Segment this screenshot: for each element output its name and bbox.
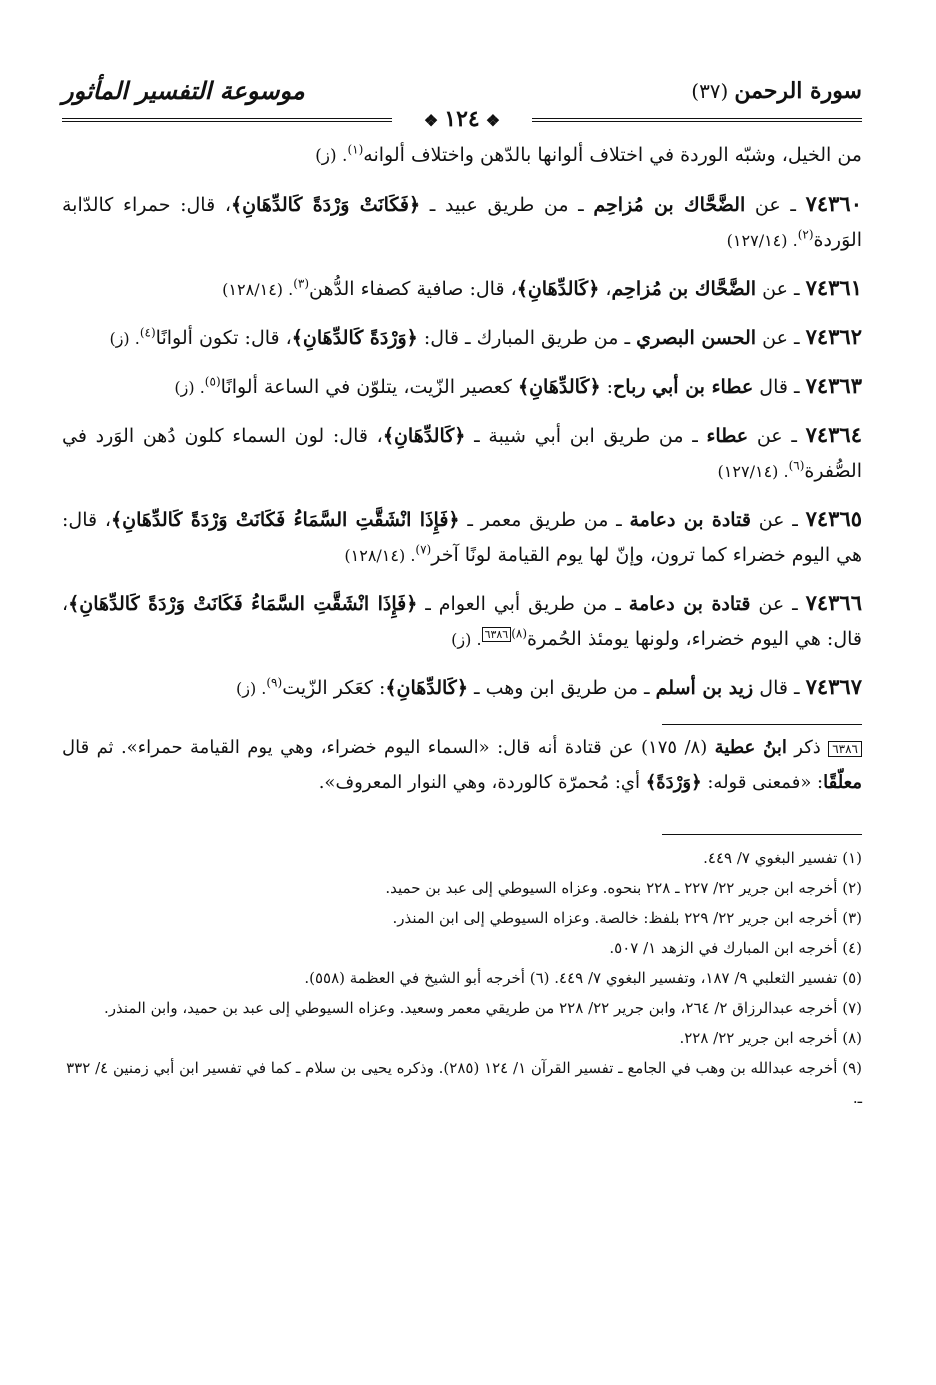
- quran-quote: ﴿كَالدِّهَانِ﴾: [385, 677, 468, 699]
- quran-quote: ﴿وَرْدَةً كَالدِّهَانِ﴾: [291, 327, 418, 349]
- footnote-3: (٣) أخرجه ابن جرير ٢٢/ ٢٢٩ بلفظ: خالصة. وعزاه السيوطي إلى ابن المنذر.: [392, 909, 862, 927]
- volume-reference: . (ز): [451, 630, 482, 649]
- commentary-box-ref: ٦٣٨٦: [482, 627, 512, 642]
- entry-74363: ٧٤٣٦٣ ـ قال عطاء بن أبي رباح: ﴿كَالدِّهَانِ﴾ كعصير الزّيت، يتلوّن في الساعة ألوانًا$^{(٥)}$. (ز): [174, 373, 862, 398]
- quran-quote: ﴿فَإِذَا انْشَقَّتِ السَّمَاءُ فَكَانَتْ وَرْدَةً كَالدِّهَانِ﴾: [110, 509, 460, 531]
- surah-title: [691, 78, 862, 104]
- header-rule: [62, 106, 862, 132]
- footnote-marker: (١): [347, 142, 364, 157]
- entry-74364: ٧٤٣٦٤ ـ عن عطاء ـ من طريق ابن أبي شيبة ـ ﴿كَالدِّهَانِ﴾، قال: لون السماء كلون دُهن الوَرد في الصُّفرة$^{(٦)}$. (١٢٧/١٤): [62, 422, 862, 482]
- footnotes: [62, 843, 862, 1113]
- commentary-separator: [662, 724, 862, 725]
- scholar-name: ابنُ عطية: [714, 737, 787, 758]
- surah-number: (٣٧): [691, 79, 729, 103]
- quran-quote: ﴿كَالدِّهَانِ﴾: [517, 376, 601, 398]
- footnote-2: (٢) أخرجه ابن جرير ٢٢/ ٢٢٧ ـ ٢٢٨ بنحوه. وعزاه السيوطي إلى عبد بن حميد.: [385, 879, 862, 897]
- volume-reference: . (١٢٨/١٤): [344, 546, 416, 565]
- footnote-marker: (٢): [797, 227, 814, 242]
- quran-quote: ﴿فَكَانَتْ وَرْدَةً كَالدِّهَانِ﴾: [230, 194, 421, 216]
- volume-reference: . (١٢٨/١٤): [222, 280, 294, 299]
- quran-quote: ﴿كَالدِّهَانِ﴾: [516, 278, 600, 300]
- commentary-note: ٦٣٨٦ ذكر ابنُ عطية (٨/ ١٧٥) عن قتادة أنه قال: «السماء اليوم خضراء، وهي يوم القيامة حمراء». ثم قال معلّقًا: «فمعنى قوله: ﴿وَرْدَةً﴾ أي: مُحمرّة كالوردة، وهي النوار المعروف».: [62, 737, 862, 793]
- entry-number: ٧٤٣٦٦: [805, 590, 862, 615]
- volume-reference: . (١٢٧/١٤): [726, 231, 798, 250]
- entry-number: ٧٤٣٦٤: [805, 422, 862, 447]
- narrator-name: الضَّحَّاك بن مُزاحِم: [593, 194, 746, 216]
- entry-number: ٧٤٣٦٣: [805, 373, 862, 398]
- narrator-name: الحسن البصري: [636, 327, 757, 349]
- quran-quote: ﴿فَإِذَا انْشَقَّتِ السَّمَاءُ فَكَانَتْ وَرْدَةً كَالدِّهَانِ﴾: [68, 593, 418, 615]
- page-number: [62, 106, 862, 132]
- entry-number: ٧٤٣٦١: [805, 275, 862, 300]
- footnote-marker: (٧): [415, 542, 432, 557]
- entry-74360: ٧٤٣٦٠ ـ عن الضَّحَّاك بن مُزاحِم ـ من طريق عبيد ـ ﴿فَكَانَتْ وَرْدَةً كَالدِّهَانِ﴾، قال: حمراء كالدّابة الوَردة$^{(٢)}$. (١٢٧/١٤): [62, 191, 862, 251]
- narrator-name: عطاء بن أبي رباح: [613, 376, 754, 398]
- page: [62, 70, 862, 1113]
- entry-74362: ٧٤٣٦٢ ـ عن الحسن البصري ـ من طريق المبارك ـ قال: ﴿وَرْدَةً كَالدِّهَانِ﴾، قال: تكون ألوانًا$^{(٤)}$. (ز): [109, 324, 862, 349]
- entry-number: ٧٤٣٦٥: [805, 506, 863, 531]
- volume-reference: . (١٢٧/١٤): [717, 462, 789, 481]
- narrator-name: عطاء: [706, 425, 749, 447]
- narrator-name: زيد بن أسلم: [655, 677, 754, 699]
- entries: [62, 138, 862, 706]
- entry-number: ٧٤٣٦٢: [805, 324, 862, 349]
- book-title: موسوعة التفسير المأثور: [62, 76, 305, 105]
- footnote-marker: (٣): [293, 276, 310, 291]
- footnote-marker: (٨): [511, 626, 528, 641]
- narrator-name: قتادة بن دعامة: [629, 509, 751, 531]
- commentary-box-number: ٦٣٨٦: [828, 741, 862, 757]
- ornament-icon: ❖: [423, 111, 439, 130]
- footnote-marker: (٥): [204, 374, 221, 389]
- ornament-icon: ❖: [485, 111, 501, 130]
- quran-quote: ﴿وَرْدَةً﴾: [645, 772, 702, 793]
- narrator-name: الضَّحَّاك بن مُزاحِم: [611, 278, 757, 300]
- entry-74366: ٧٤٣٦٦ ـ عن قتادة بن دعامة ـ من طريق أبي العوام ـ ﴿فَإِذَا انْشَقَّتِ السَّمَاءُ فَكَانَتْ وَرْدَةً كَالدِّهَانِ﴾، قال: هي اليوم خضراء، ولونها يومئذ الحُمرة$^{(٨)٦٣٨٦}$. (ز): [62, 590, 862, 650]
- footnote-marker: (٩): [266, 675, 283, 690]
- volume-reference: . (ز): [174, 378, 205, 397]
- quran-quote: ﴿كَالدِّهَانِ﴾: [382, 425, 466, 447]
- footnotes-separator: [662, 834, 862, 835]
- footnote-8: (٨) أخرجه ابن جرير ٢٢/ ٢٢٨.: [679, 1029, 862, 1047]
- entry-number: ٧٤٣٦٠: [805, 191, 862, 216]
- footnote-marker: (٤): [139, 325, 156, 340]
- entry-74365: ٧٤٣٦٥ ـ عن قتادة بن دعامة ـ من طريق معمر ـ ﴿فَإِذَا انْشَقَّتِ السَّمَاءُ فَكَانَتْ وَرْدَةً كَالدِّهَانِ﴾، قال: هي اليوم خضراء كما ترون، وإنّ لها يوم القيامة لونًا آخر$^{(٧)}$. (١٢٨/١٤): [62, 506, 863, 566]
- footnote-5-6: (٥) تفسير الثعلبي ٩/ ١٨٧، وتفسير البغوي ٧/ ٤٤٩. (٦) أخرجه أبو الشيخ في العظمة (٥٥٨).: [304, 969, 862, 987]
- footnote-1: (١) تفسير البغوي ٧/ ٤٤٩.: [703, 849, 862, 867]
- page-number-value: ١٢٤: [444, 106, 480, 132]
- volume-reference: . (ز): [235, 679, 267, 698]
- volume-reference: . (ز): [109, 329, 140, 348]
- entry-number: ٧٤٣٦٧: [805, 674, 862, 699]
- narrator-name: قتادة بن دعامة: [628, 593, 751, 615]
- entry-74361: ٧٤٣٦١ ـ عن الضَّحَّاك بن مُزاحِم، ﴿كَالدِّهَانِ﴾، قال: صافية كصفاء الدُّهن$^{(٣)}$. (١٢٨/١٤): [222, 275, 862, 300]
- footnote-4: (٤) أخرجه ابن المبارك في الزهد ١/ ٥٠٧.: [609, 939, 862, 957]
- surah-name: سورة الرحمن: [734, 78, 862, 104]
- footnote-9: (٩) أخرجه عبدالله بن وهب في الجامع ـ تفسير القرآن ١/ ١٢٤ (٢٨٥). وذكره يحيى بن سلام ـ كما في تفسير ابن أبي زمنين ٤/ ٣٣٢ ـ.: [66, 1059, 862, 1107]
- footnote-marker: (٦): [788, 458, 805, 473]
- entry-74367: ٧٤٣٦٧ ـ قال زيد بن أسلم ـ من طريق ابن وهب ـ ﴿كَالدِّهَانِ﴾: كعَكر الزّيت$^{(٩)}$. (ز): [235, 674, 862, 699]
- intro-paragraph: من الخيل، وشبّه الوردة في اختلاف ألوانها بالدّهن واختلاف ألوانه$^{(١)}$. (ز): [315, 142, 862, 166]
- footnote-7: (٧) أخرجه عبدالرزاق ٢/ ٢٦٤، وابن جرير ٢٢/ ٢٢٨ من طريقي معمر وسعيد. وعزاه السيوطي إلى عبد بن حميد، وابن المنذر.: [104, 999, 862, 1017]
- page-header: [62, 70, 862, 132]
